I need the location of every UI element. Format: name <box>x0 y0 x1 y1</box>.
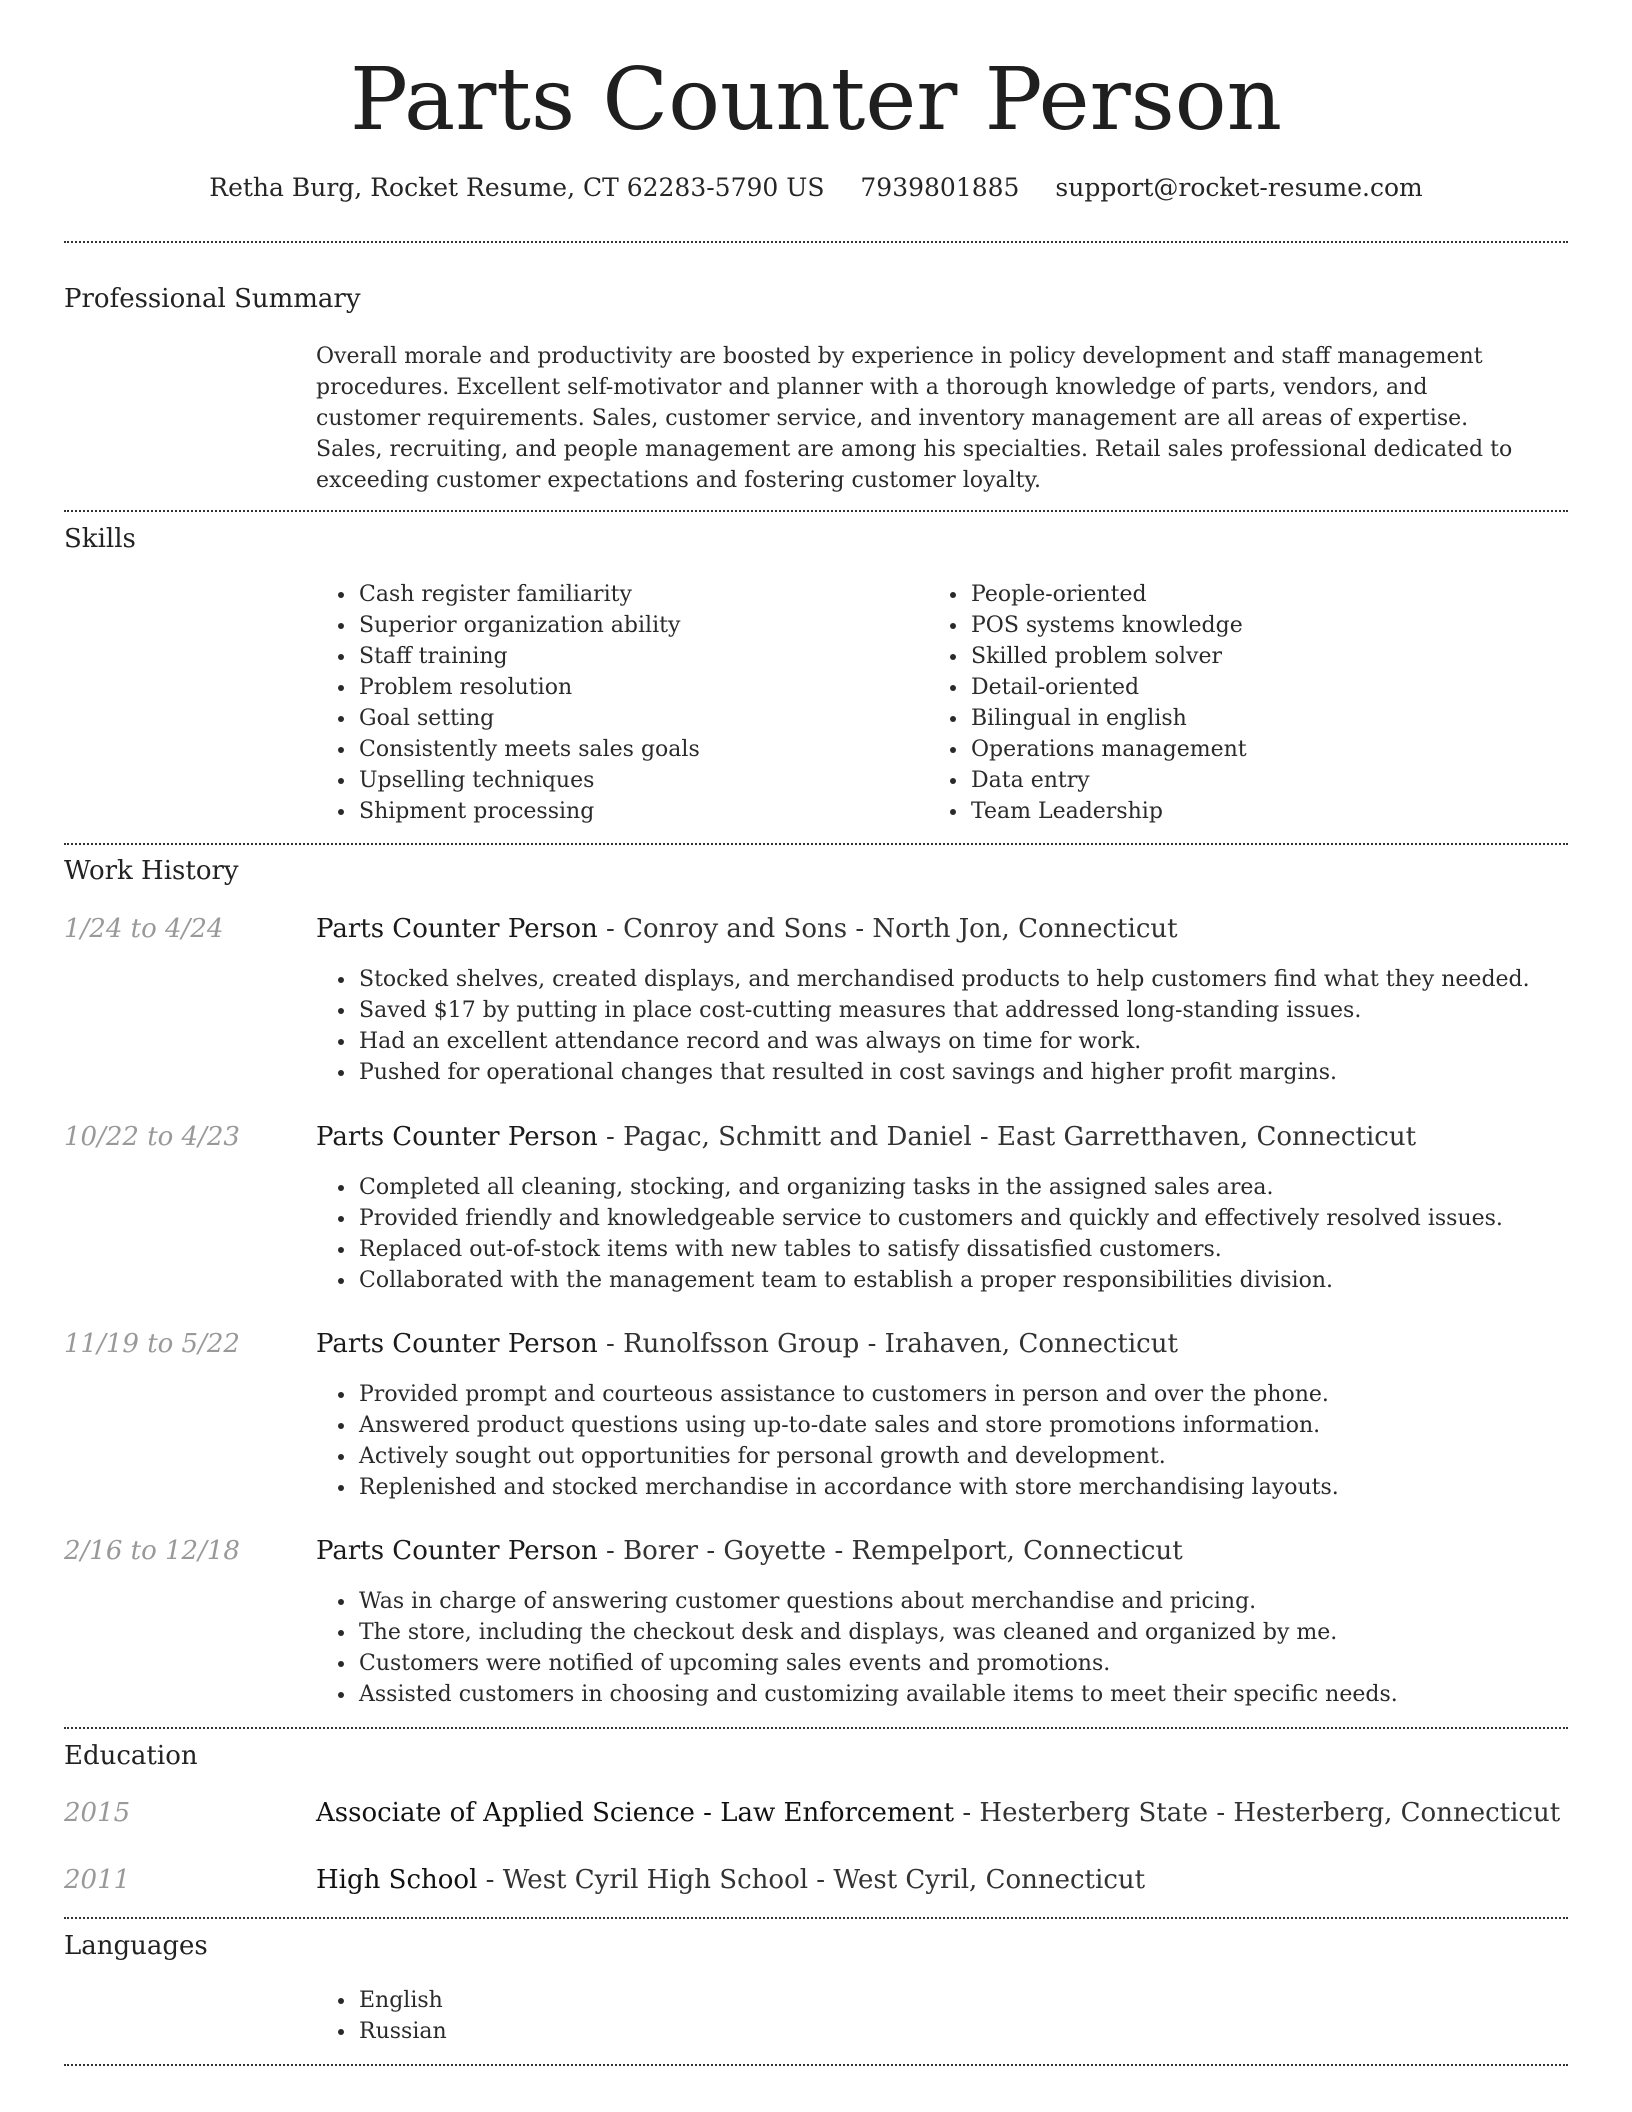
job-title <box>316 1327 1178 1361</box>
job-employer: - Runolfsson Group - Irahaven, Connecticut <box>597 1329 1178 1359</box>
job-title <box>316 1120 1416 1154</box>
skills-list-right <box>925 579 1529 827</box>
contact-address: Retha Burg, Rocket Resume, CT 62283-5790 US <box>209 173 825 202</box>
job-bullets <box>313 1586 1577 1710</box>
job-role: Parts Counter Person <box>316 1536 598 1566</box>
job-employer: - Pagac, Schmitt and Daniel - East Garretthaven, Connecticut <box>597 1122 1417 1152</box>
skill-item: • People-oriented <box>969 579 1529 610</box>
job-bullet: • Saved $17 by putting in place cost-cutting measures that addressed long-standing issues. <box>357 995 1577 1026</box>
education-year: 2011 <box>64 1865 131 1895</box>
job-bullet: • Assisted customers in choosing and customizing available items to meet their specific needs. <box>357 1679 1577 1710</box>
divider <box>64 1917 1568 1919</box>
job-bullets <box>313 1379 1577 1503</box>
section-title-languages: Languages <box>64 1931 208 1961</box>
job-role: Parts Counter Person <box>316 914 598 944</box>
job-bullet: • Replaced out-of-stock items with new tables to satisfy dissatisfied customers. <box>357 1234 1577 1265</box>
skill-item: • Detail-oriented <box>969 672 1529 703</box>
language-item: • English <box>357 1985 957 2016</box>
section-title-summary: Professional Summary <box>64 284 361 314</box>
resume-name: Parts Counter Person <box>350 50 1282 150</box>
job-bullet: • Provided friendly and knowledgeable service to customers and quickly and effectively resolved issues. <box>357 1203 1577 1234</box>
job-role: Parts Counter Person <box>316 1329 598 1359</box>
section-title-work: Work History <box>64 856 239 886</box>
skill-item: • Superior organization ability <box>357 610 917 641</box>
job-dates: 11/19 to 5/22 <box>64 1329 240 1359</box>
education-school: - Hesterberg State - Hesterberg, Connecticut <box>954 1798 1561 1828</box>
job-bullet: • Had an excellent attendance record and was always on time for work. <box>357 1026 1577 1057</box>
divider <box>64 843 1568 845</box>
job-bullet: • Answered product questions using up-to-date sales and store promotions information. <box>357 1410 1577 1441</box>
education-degree: High School <box>316 1865 478 1895</box>
job-role: Parts Counter Person <box>316 1122 598 1152</box>
job-dates: 1/24 to 4/24 <box>64 914 224 944</box>
job-bullet: • Customers were notified of upcoming sales events and promotions. <box>357 1648 1577 1679</box>
skill-item: • Operations management <box>969 734 1529 765</box>
divider <box>64 2064 1568 2066</box>
skill-item: • POS systems knowledge <box>969 610 1529 641</box>
job-bullet: • Stocked shelves, created displays, and merchandised products to help customers find what they needed. <box>357 964 1577 995</box>
divider <box>64 241 1568 243</box>
skill-item: • Data entry <box>969 765 1529 796</box>
job-bullets <box>313 964 1577 1088</box>
education-entry <box>316 1796 1560 1830</box>
job-dates: 10/22 to 4/23 <box>64 1122 240 1152</box>
job-bullet: • Actively sought out opportunities for personal growth and development. <box>357 1441 1577 1472</box>
skill-item: • Shipment processing <box>357 796 917 827</box>
divider <box>64 510 1568 512</box>
section-title-education: Education <box>64 1741 198 1771</box>
job-dates: 2/16 to 12/18 <box>64 1536 240 1566</box>
education-year: 2015 <box>64 1798 131 1828</box>
skill-item: • Consistently meets sales goals <box>357 734 917 765</box>
job-title <box>316 912 1178 946</box>
job-bullet: • Provided prompt and courteous assistance to customers in person and over the phone. <box>357 1379 1577 1410</box>
section-title-skills: Skills <box>64 524 136 554</box>
contact-line <box>0 170 1632 206</box>
divider <box>64 1727 1568 1729</box>
summary-text: Overall morale and productivity are boosted by experience in policy development and staff management procedures. Excellent self-motivator and planner with a thorough knowledge of parts, vendors, and customer requirements. Sales, customer service, and inventory management are all areas of expertise. Sales, recruiting, and people management are among his specialties. Retail sales professional dedicated to exceeding customer expectations and fostering customer loyalty. <box>316 344 1513 493</box>
job-bullet: • Was in charge of answering customer questions about merchandise and pricing. <box>357 1586 1577 1617</box>
job-bullet: • The store, including the checkout desk and displays, was cleaned and organized by me. <box>357 1617 1577 1648</box>
skill-item: • Team Leadership <box>969 796 1529 827</box>
job-employer: - Conroy and Sons - North Jon, Connecticut <box>597 914 1178 944</box>
language-item: • Russian <box>357 2016 957 2047</box>
education-school: - West Cyril High School - West Cyril, Connecticut <box>477 1865 1146 1895</box>
contact-phone: 7939801885 <box>860 173 1020 202</box>
languages-list <box>313 1985 957 2047</box>
job-bullets <box>313 1172 1577 1296</box>
skill-item: • Skilled problem solver <box>969 641 1529 672</box>
education-degree: Associate of Applied Science - Law Enforcement <box>316 1798 955 1828</box>
skill-item: • Upselling techniques <box>357 765 917 796</box>
job-bullet: • Collaborated with the management team to establish a proper responsibilities division. <box>357 1265 1577 1296</box>
job-title <box>316 1534 1183 1568</box>
education-entry <box>316 1863 1145 1897</box>
job-bullet: • Pushed for operational changes that resulted in cost savings and higher profit margins. <box>357 1057 1577 1088</box>
skill-item: • Bilingual in english <box>969 703 1529 734</box>
job-bullet: • Completed all cleaning, stocking, and organizing tasks in the assigned sales area. <box>357 1172 1577 1203</box>
job-bullet: • Replenished and stocked merchandise in accordance with store merchandising layouts. <box>357 1472 1577 1503</box>
skills-list-left <box>313 579 917 827</box>
contact-email: support@rocket-resume.com <box>1055 173 1423 202</box>
skill-item: • Staff training <box>357 641 917 672</box>
skill-item: • Goal setting <box>357 703 917 734</box>
skill-item: • Cash register familiarity <box>357 579 917 610</box>
skill-item: • Problem resolution <box>357 672 917 703</box>
job-employer: - Borer - Goyette - Rempelport, Connecticut <box>597 1536 1183 1566</box>
